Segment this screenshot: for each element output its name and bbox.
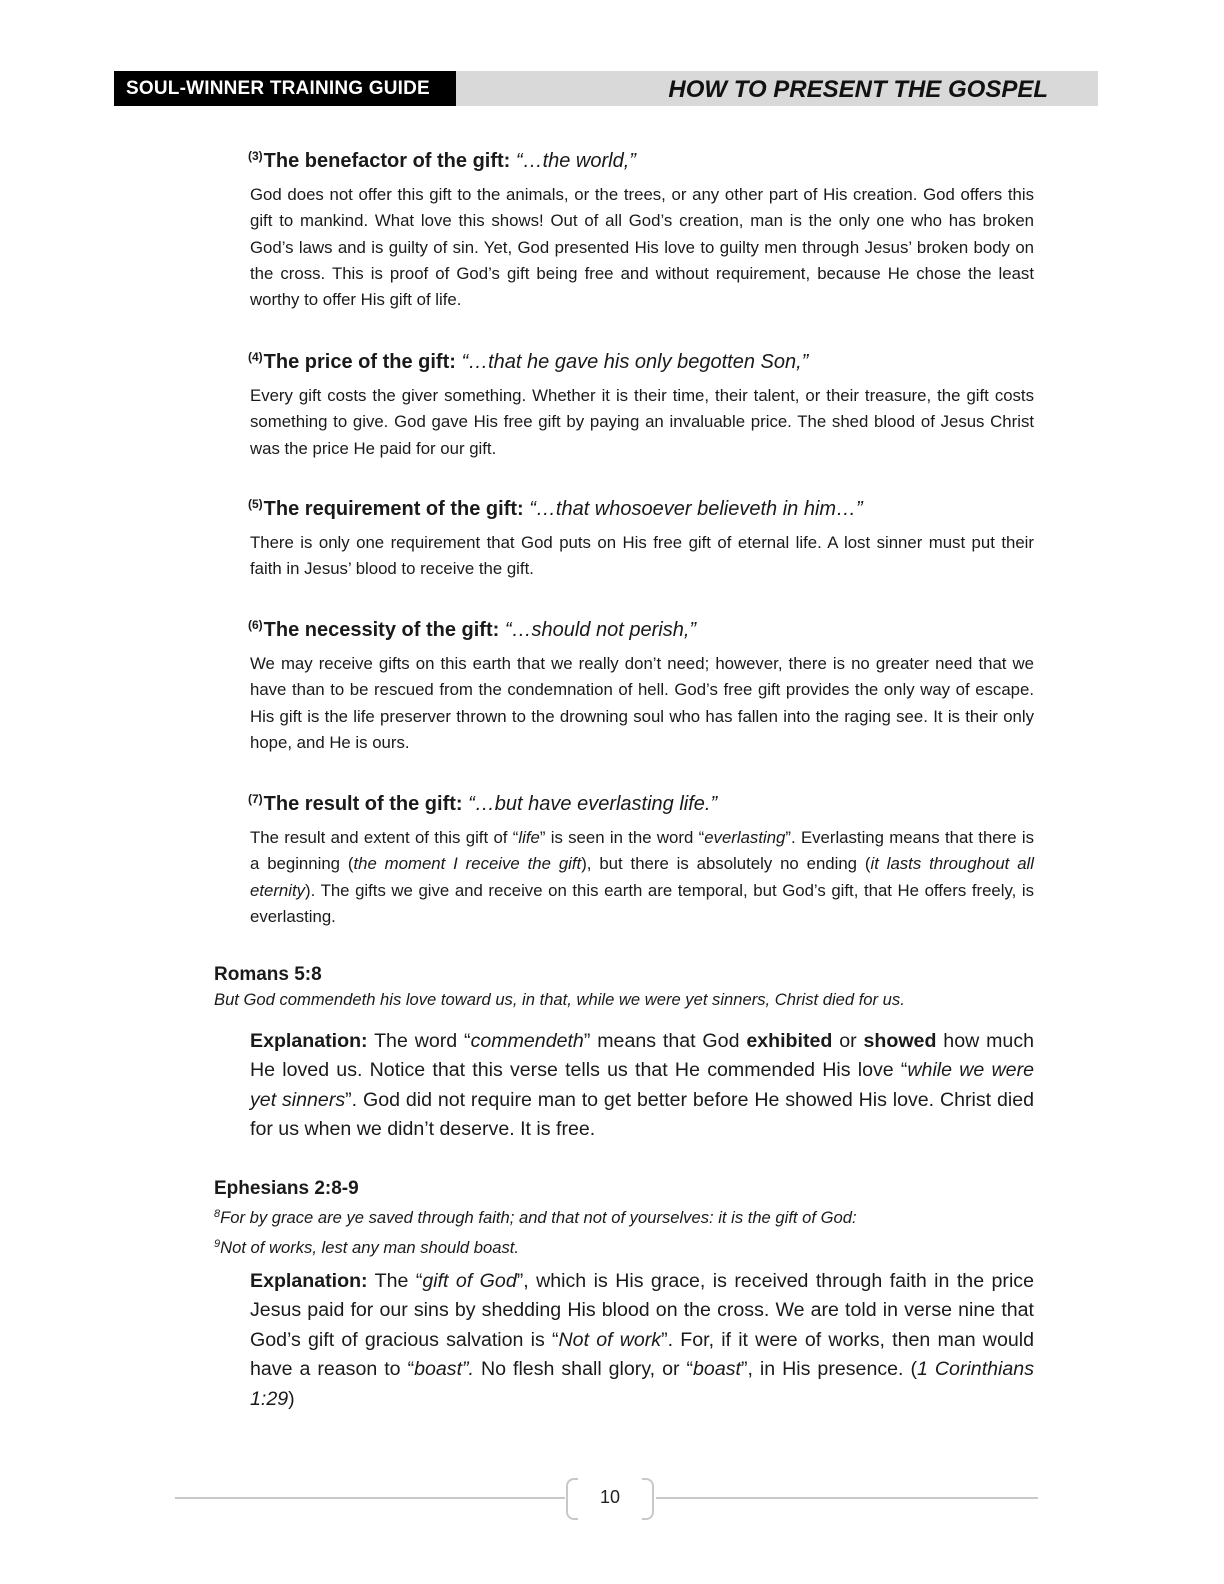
section-heading bbox=[248, 491, 1034, 522]
verse-number: 8 bbox=[214, 1208, 221, 1220]
footer-rule-right bbox=[656, 1497, 1038, 1499]
verse-number: 9 bbox=[214, 1238, 221, 1250]
verse-reference: Romans 5:8 bbox=[214, 964, 322, 985]
verse-reference: Ephesians 2:8-9 bbox=[214, 1178, 359, 1199]
section-title: The result of the gift: bbox=[263, 793, 463, 815]
section-necessity bbox=[250, 612, 1034, 756]
verse-romans bbox=[214, 963, 1044, 1013]
explanation-label: Explanation: bbox=[250, 1270, 368, 1292]
section-number: (3) bbox=[248, 149, 263, 163]
page-number: 10 bbox=[599, 1487, 621, 1507]
page-bracket-left bbox=[566, 1478, 578, 1520]
section-number: (5) bbox=[248, 497, 263, 511]
section-heading bbox=[248, 143, 1034, 174]
page-bracket-right bbox=[642, 1478, 654, 1520]
verse-ephesians bbox=[214, 1177, 1044, 1261]
verse-text: $^8$For by grace are ye saved through faith; and that not of yourselves: it is the gift of God: $^9$Not of works, lest any man should boast. bbox=[214, 1208, 857, 1257]
section-body: Every gift costs the giver something. Whether it is their time, their talent, or their treasure, the gift costs something to give. God gave His free gift by paying an invaluable price. The shed blood of Jesus Christ was the price He paid for our gift. bbox=[250, 386, 1034, 458]
section-heading bbox=[248, 344, 1034, 375]
verse-text: But God commendeth his love toward us, in that, while we were yet sinners, Christ died for us. bbox=[214, 990, 905, 1009]
section-benefactor bbox=[250, 143, 1034, 313]
section-requirement bbox=[250, 491, 1034, 583]
section-number: (4) bbox=[248, 350, 263, 364]
explanation-romans: Explanation: The word “commendeth” means that God exhibited or showed how much He loved us. Notice that this verse tells us that He commended His love “while we were yet sinners”. God did not require man to get better before He showed His love. Christ died for us when we didn’t deserve. It is free. bbox=[250, 1030, 1035, 1141]
section-heading bbox=[248, 612, 1034, 643]
section-title: The necessity of the gift: bbox=[263, 619, 500, 641]
section-heading bbox=[248, 786, 1034, 817]
section-quote: “…but have everlasting life.” bbox=[468, 793, 718, 815]
section-result bbox=[250, 786, 1034, 930]
section-title: The benefactor of the gift: bbox=[263, 150, 511, 172]
section-quote: “…should not perish,” bbox=[504, 619, 697, 641]
section-body: God does not offer this gift to the animals, or the trees, or any other part of His creation. God offers this gift to mankind. What love this shows! Out of all God’s creation, man is the only one who has broken God’s laws and is guilty of sin. Yet, God presented His love to guilty men through Jesus’ broken body on the cross. This is proof of God’s gift being free and without requirement, because He chose the least worthy to offer His gift of life. bbox=[250, 185, 1034, 310]
explanation-label: Explanation: bbox=[250, 1030, 368, 1052]
section-quote: “…the world,” bbox=[515, 150, 636, 172]
chapter-title: HOW TO PRESENT THE GOSPEL bbox=[668, 76, 1048, 103]
section-title: The price of the gift: bbox=[263, 351, 456, 373]
section-body: There is only one requirement that God puts on His free gift of eternal life. A lost sinner must put their faith in Jesus’ blood to receive the gift. bbox=[250, 533, 1034, 579]
section-quote: “…that he gave his only begotten Son,” bbox=[461, 351, 809, 373]
guide-title: SOUL-WINNER TRAINING GUIDE bbox=[114, 71, 456, 106]
section-price bbox=[250, 344, 1034, 462]
section-title: The requirement of the gift: bbox=[263, 498, 524, 520]
section-number: (6) bbox=[248, 618, 263, 632]
section-quote: “…that whosoever believeth in him…” bbox=[529, 498, 863, 520]
footer-rule-left bbox=[175, 1497, 565, 1499]
explanation-ephesians: Explanation: The “gift of God”, which is His grace, is received through faith in the price Jesus paid for our sins by shedding His blood on the cross. We are told in verse nine that God’s gift of gracious salvation is “Not of work”. For, if it were of works, then man would have a reason to “boast”. No flesh shall glory, or “boast”, in His presence. (1 Corinthians 1:29) bbox=[250, 1270, 1034, 1410]
section-body: We may receive gifts on this earth that we really don’t need; however, there is no greater need that we have than to be rescued from the condemnation of hell. God’s free gift provides the only way of escape. His gift is the life preserver thrown to the drowning soul who has fallen into the raging see. It is their only hope, and He is ours. bbox=[250, 654, 1034, 752]
section-body: The result and extent of this gift of “life” is seen in the word “everlasting”. Everlasting means that there is a beginning (the moment I receive the gift), but there is absolutely no ending (it lasts throughout all eternity). The gifts we give and receive on this earth are temporal, but God’s gift, that He offers freely, is everlasting. bbox=[250, 828, 1035, 926]
section-number: (7) bbox=[248, 792, 263, 806]
